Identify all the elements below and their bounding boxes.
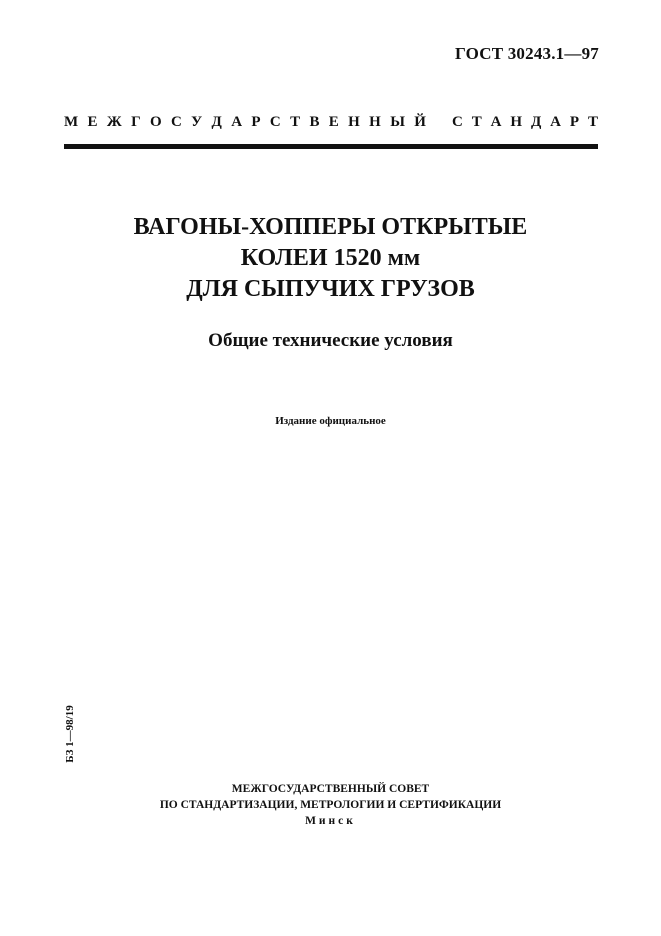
spaced-letter: Р: [251, 114, 261, 130]
spaced-letter: Д: [530, 114, 542, 130]
publisher-block: [0, 781, 661, 829]
spaced-letter: Т: [471, 114, 482, 130]
spaced-letter: С: [452, 114, 463, 130]
spaced-letter: Т: [290, 114, 301, 130]
spaced-letter: Т: [587, 114, 598, 130]
header-divider: [64, 144, 598, 149]
spaced-letter: Д: [211, 114, 222, 130]
title-line-1: ВАГОНЫ-ХОППЕРЫ ОТКРЫТЫЕ: [133, 214, 528, 240]
spaced-letter: С: [170, 114, 182, 130]
document-subtitle: Общие технические условия: [208, 330, 453, 351]
document-number: ГОСТ 30243.1—97: [455, 44, 599, 63]
spaced-letter: С: [269, 114, 281, 130]
spaced-letter: Р: [569, 114, 580, 130]
publisher-line-2: ПО СТАНДАРТИЗАЦИИ, МЕТРОЛОГИИ И СЕРТИФИКАЦИИ: [159, 799, 502, 811]
spaced-letter: М: [64, 114, 79, 130]
spaced-letter: Е: [87, 114, 98, 130]
publisher-city: Минск: [305, 815, 356, 827]
spaced-letter: Н: [510, 114, 523, 130]
spaced-letter: Е: [328, 114, 339, 130]
spaced-letter: Й: [414, 114, 426, 130]
standard-type-heading: [64, 114, 598, 131]
spaced-letter: А: [231, 114, 243, 130]
publisher-line-1: МЕЖГОСУДАРСТВЕННЫЙ СОВЕТ: [231, 783, 430, 795]
spaced-letter: Ы: [390, 114, 405, 130]
title-line-2: КОЛЕИ 1520 мм: [240, 245, 421, 271]
spaced-letter: Н: [369, 114, 381, 130]
edition-note: Издание официальное: [275, 415, 386, 427]
spaced-letter: О: [149, 114, 162, 130]
spaced-letter: А: [550, 114, 561, 130]
spaced-letter: Н: [348, 114, 360, 130]
spaced-letter: Г: [131, 114, 141, 130]
document-title: [0, 212, 661, 305]
spaced-letter: У: [191, 114, 203, 130]
spaced-letter: А: [490, 114, 502, 130]
side-catalog-code: БЗ 1—98/19: [64, 705, 76, 763]
spaced-letter: Ж: [106, 114, 122, 130]
spaced-letter: В: [309, 114, 320, 130]
standard-type-word-1: [64, 114, 426, 131]
title-line-3: ДЛЯ СЫПУЧИХ ГРУЗОВ: [186, 276, 475, 302]
standard-type-word-2: [452, 114, 598, 131]
